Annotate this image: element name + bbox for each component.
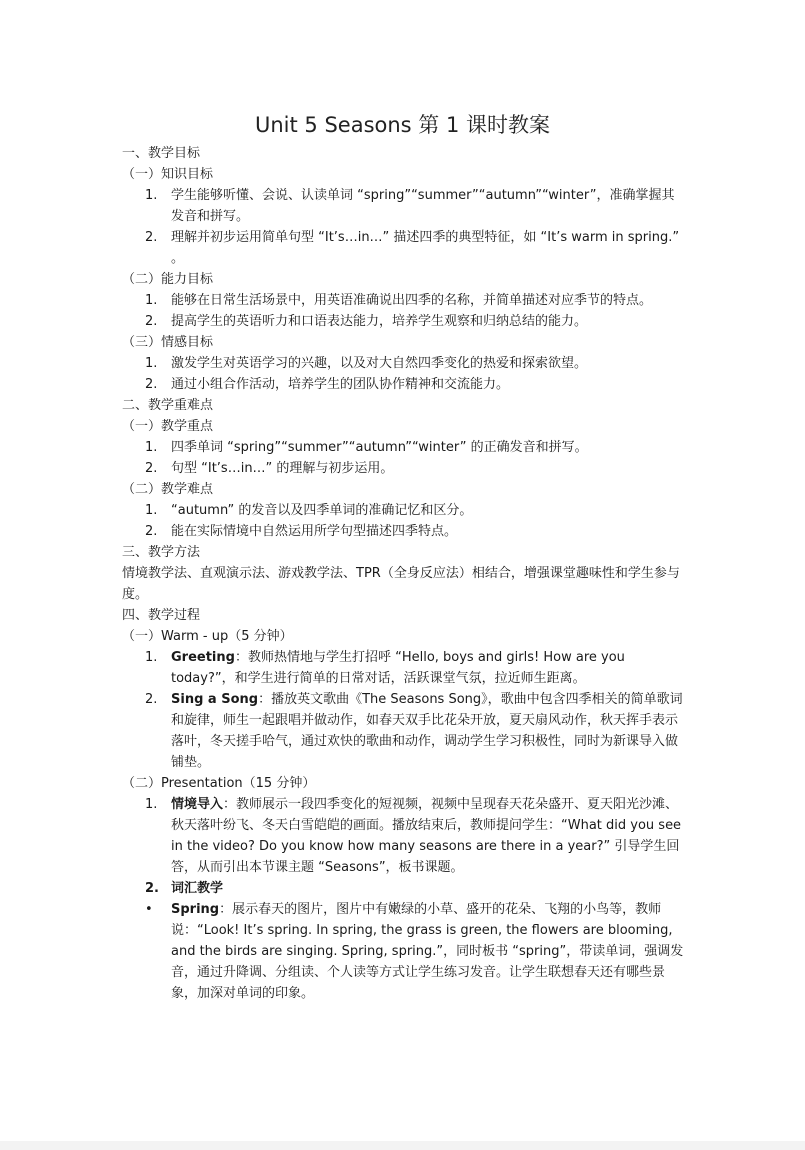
section-heading: 三、教学方法 bbox=[122, 545, 201, 560]
section-heading: 二、教学重难点 bbox=[122, 398, 214, 413]
subsection-heading: （二）教学难点 bbox=[122, 482, 214, 497]
list-item: 2. Sing a Song：播放英文歌曲《The Seasons Song》，歌曲中包含四季相关的简单歌词和旋律，师生一起跟唱并做动作，如春天双手比花朵开放，夏天扇风动作，秋天挥手表示落叶，冬天搓手哈气，通过欢快的歌曲和动作，调动学生学习积极性，同时为新课导入做铺垫。 bbox=[145, 692, 683, 770]
document-body bbox=[122, 143, 687, 1004]
list-item: 2. 通过小组合作活动，培养学生的团队协作精神和交流能力。 bbox=[145, 377, 510, 392]
paragraph: 情境教学法、直观演示法、游戏教学法、TPR（全身反应法）相结合，增强课堂趣味性和学生参与度。 bbox=[122, 566, 680, 602]
section-heading: 四、教学过程 bbox=[122, 608, 201, 623]
page-title: Unit 5 Seasons 第 1 课时教案 bbox=[254, 113, 550, 137]
list-item: 1. “autumn” 的发音以及四季单词的准确记忆和区分。 bbox=[145, 503, 473, 518]
list-item: 1. 激发学生对英语学习的兴趣，以及对大自然四季变化的热爱和探索欲望。 bbox=[145, 356, 588, 371]
list-item: 1. Greeting：教师热情地与学生打招呼 “Hello, boys and girls! How are you today?”，和学生进行简单的日常对话，活跃课堂气氛，拉近师生距离。 bbox=[145, 650, 625, 686]
list-item: 1. 情境导入：教师展示一段四季变化的短视频，视频中呈现春天花朵盛开、夏天阳光沙滩、秋天落叶纷飞、冬天白雪皑皑的画面。播放结束后，教师提问学生：“What did you see in the video? Do you know how many seasons are there in a year?” 引导学生回答，从而引出本节课主题 “Seasons”，板书课题。 bbox=[145, 797, 682, 875]
list-item: 2. 句型 “It’s…in…” 的理解与初步运用。 bbox=[145, 461, 394, 476]
bullet-icon: • bbox=[145, 902, 153, 917]
subsection-heading: （二）Presentation（15 分钟） bbox=[122, 776, 316, 791]
subsection-heading: （一）教学重点 bbox=[122, 419, 214, 434]
subsection-heading: （一）Warm - up（5 分钟） bbox=[122, 629, 293, 644]
bullet-item: • Spring：展示春天的图片，图片中有嫩绿的小草、盛开的花朵、飞翔的小鸟等，教师说：“Look! It’s spring. In spring, the grass is green, the flowers are blooming, and the birds are singing. Spring, spring.”，同时板书 “spring”，带读单词，强调发音，通过升降调、分组读、个人读等方式让学生练习发音。让学生联想春天还有哪些景象，加深对单词的印象。 bbox=[122, 899, 687, 1004]
subsection-heading: （一）知识目标 bbox=[122, 167, 214, 182]
list-item: 1. 四季单词 “spring”“summer”“autumn”“winter” 的正确发音和拼写。 bbox=[145, 440, 588, 455]
subsection-heading: （三）情感目标 bbox=[122, 335, 214, 350]
list-item: 1. 能够在日常生活场景中，用英语准确说出四季的名称，并简单描述对应季节的特点。 bbox=[145, 293, 653, 308]
list-item: 2. 理解并初步运用简单句型 “It’s…in…” 描述四季的典型特征，如 “It’s warm in spring.” 。 bbox=[145, 230, 680, 266]
list-item: 2. 词汇教学 bbox=[145, 881, 224, 896]
section-heading: 一、教学目标 bbox=[122, 146, 201, 161]
list-item: 1. 学生能够听懂、会说、认读单词 “spring”“summer”“autumn”“winter”，准确掌握其发音和拼写。 bbox=[145, 188, 675, 224]
subsection-heading: （二）能力目标 bbox=[122, 272, 214, 287]
list-item: 2. 能在实际情境中自然运用所学句型描述四季特点。 bbox=[145, 524, 458, 539]
list-item: 2. 提高学生的英语听力和口语表达能力，培养学生观察和归纳总结的能力。 bbox=[145, 314, 588, 329]
